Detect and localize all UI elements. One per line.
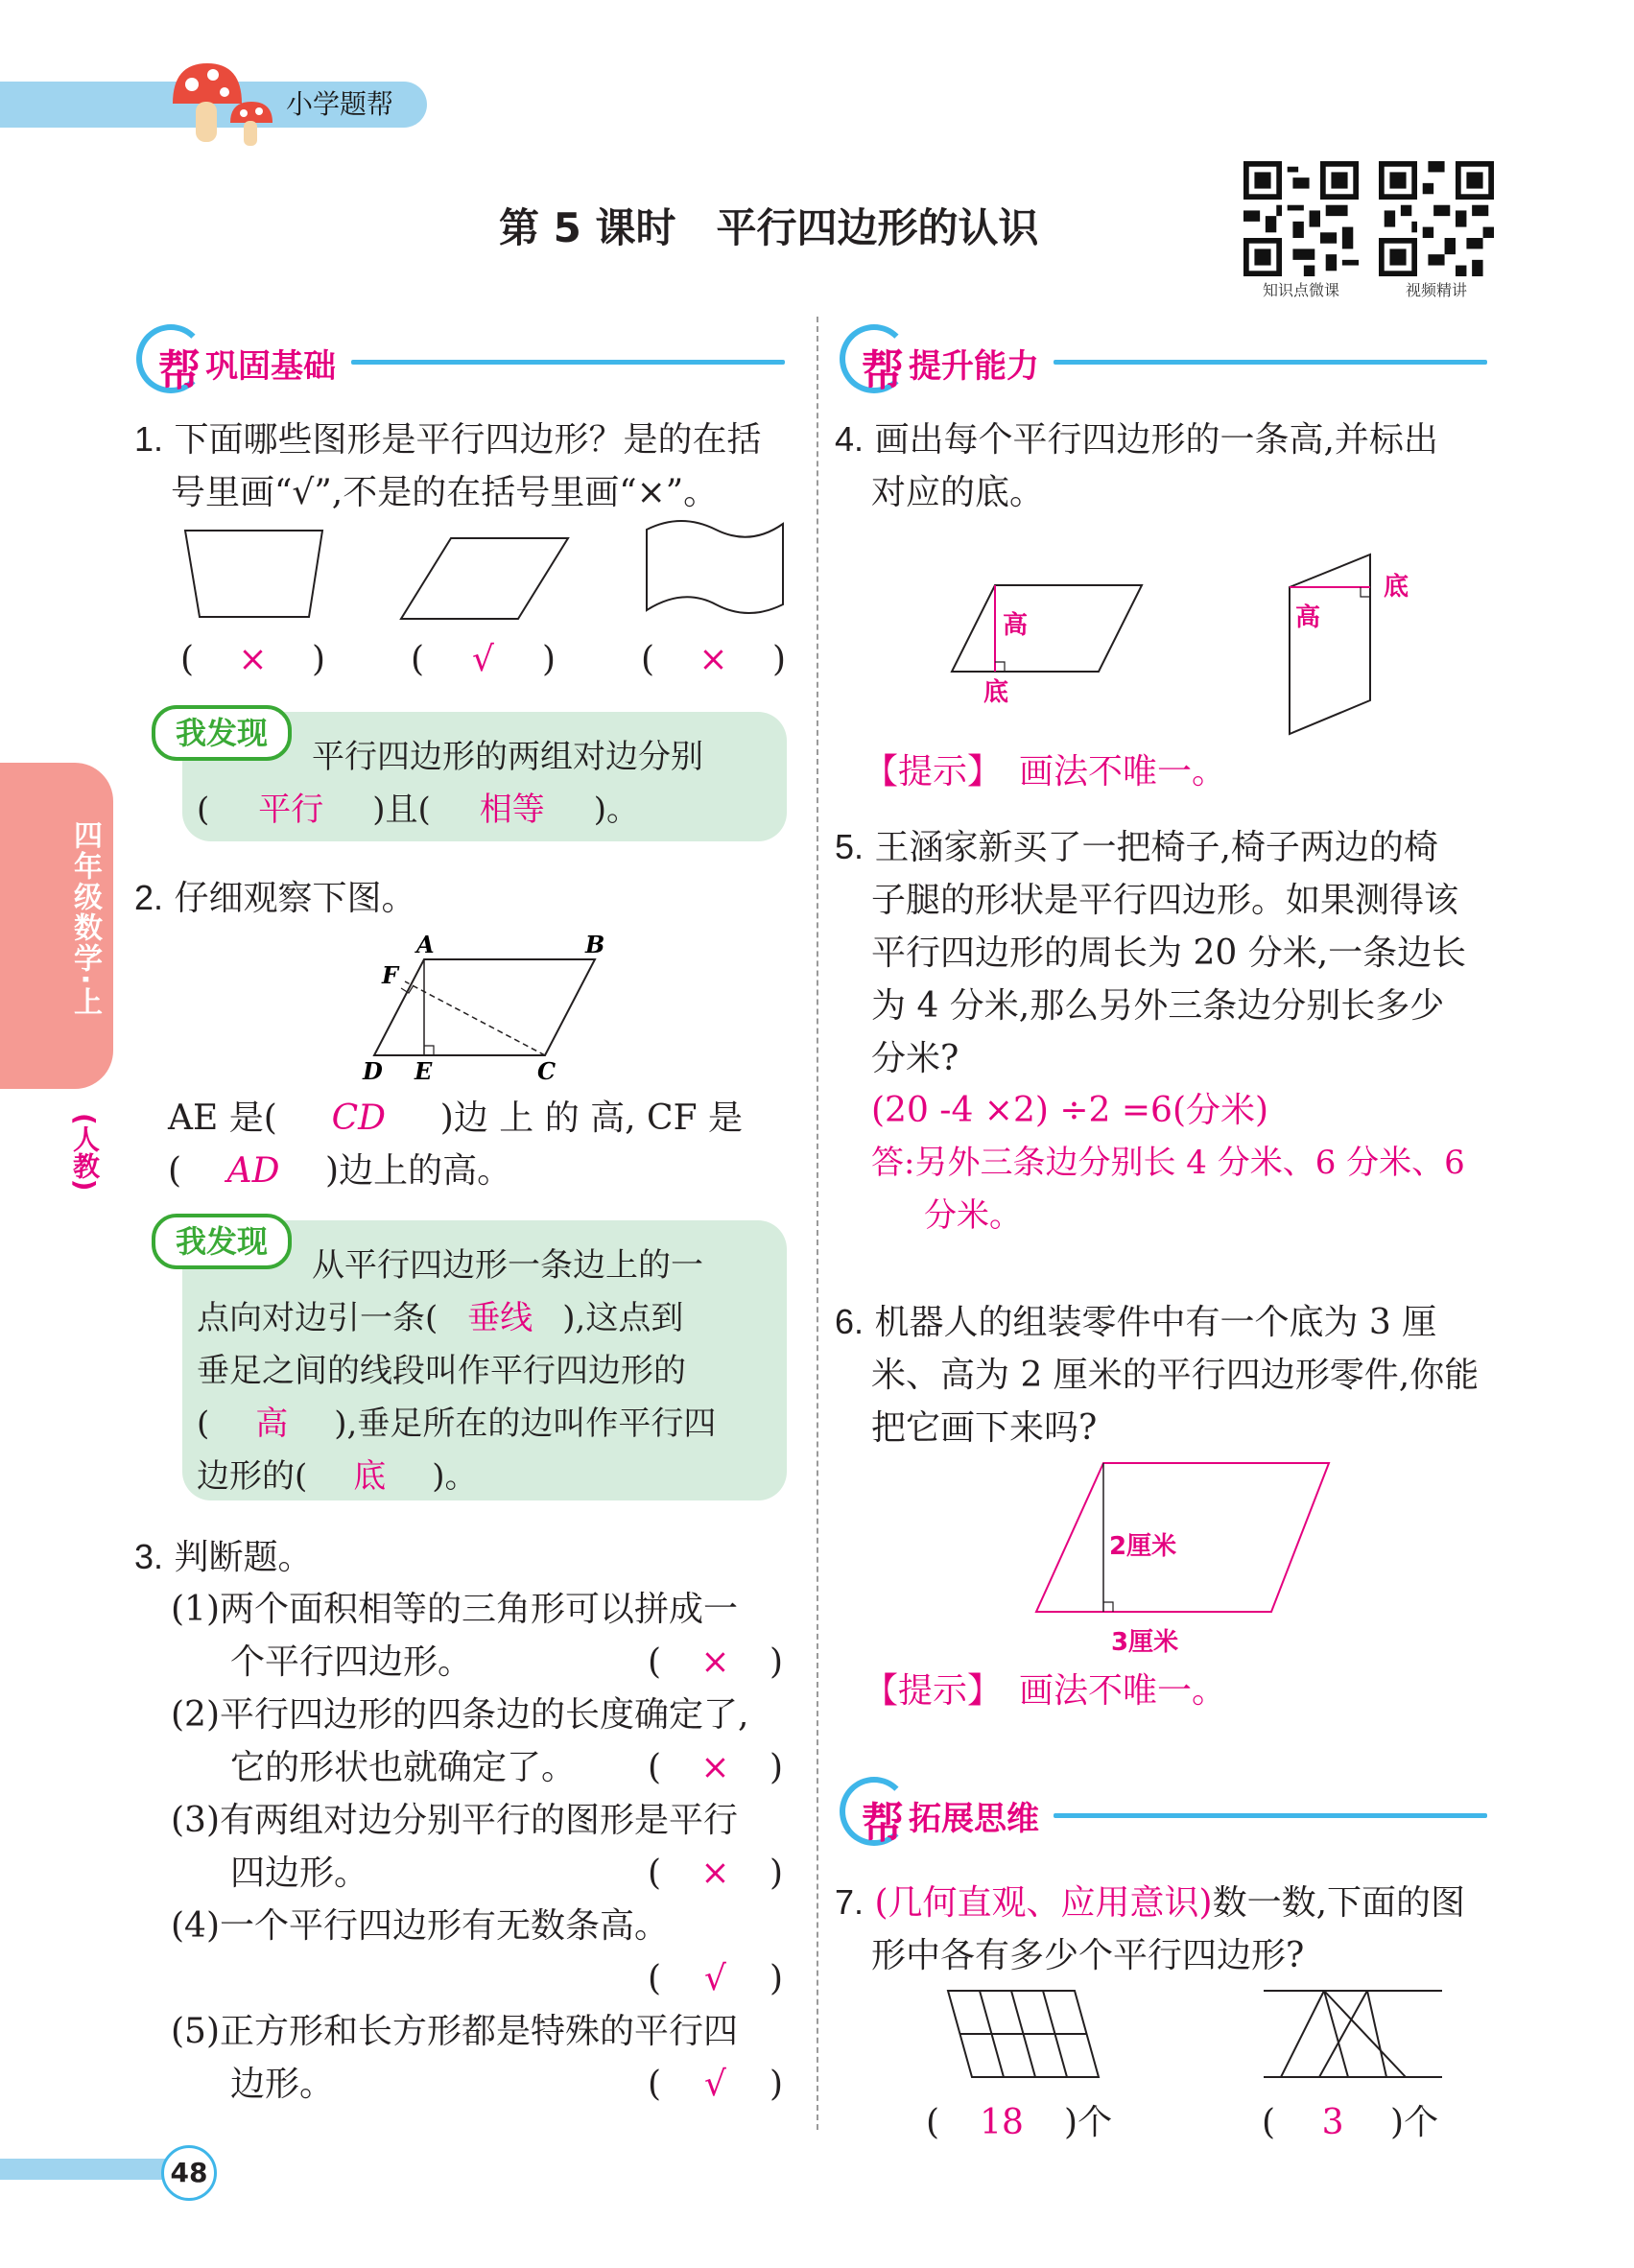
q2-label-e: E: [414, 1057, 433, 1085]
q1-shape-trapezoid: [182, 526, 326, 622]
q3-title: 3. 判断题。: [134, 1537, 313, 1577]
q6-base-label: 3厘米: [1111, 1628, 1179, 1657]
qr-code-micro-lesson-icon[interactable]: [1243, 161, 1359, 276]
q2-question: AE 是( CD )边 上 的 高, CF 是 ( AD )边上的高。: [168, 1099, 744, 1191]
q3-answer-5: ( √ ): [648, 2065, 783, 2104]
q2-label-d: D: [363, 1057, 383, 1085]
q3-answer-2: ( × ): [648, 1748, 783, 1787]
q2-text: 2. 仔细观察下图。: [134, 878, 416, 918]
section-line-extend: [1054, 1813, 1487, 1818]
brand-label: 小学题帮: [286, 88, 394, 120]
section-title-improve: 提升能力: [909, 347, 1039, 386]
q3-item-5: (5)正方形和长方形都是特殊的平行四 边形。: [171, 2012, 738, 2104]
q4-fig1-base-label: 底: [983, 678, 1009, 707]
q1-shape-wavy: [643, 518, 787, 624]
section-badge-char-extend: 帮: [862, 1799, 904, 1848]
q1-text: [134, 413, 762, 519]
q6-figure: [1027, 1458, 1334, 1669]
q1-answer-3: ( × ): [641, 640, 786, 679]
lesson-title: 第 5 课时 平行四边形的认识: [499, 204, 1039, 251]
q3-answer-4: ( √ ): [648, 1959, 783, 1998]
column-divider: [817, 317, 818, 2130]
q5-text: 5. 王涵家新买了一把椅子,椅子两边的椅 子腿的形状是平行四边形。如果测得该 平行四边形的周长为 20 分米,一条边长 为 4 分米,那么另外三条边分别长多少 分米?: [835, 827, 1467, 1078]
q2-label-c: C: [537, 1057, 557, 1085]
qr-left-caption: 知识点微课: [1262, 281, 1339, 299]
q2-label-a: A: [416, 931, 435, 958]
q3-item-2: (2)平行四边形的四条边的长度确定了, 它的形状也就确定了。: [171, 1695, 749, 1787]
q1-number: 1.: [134, 419, 164, 459]
q1-answer-2: ( √ ): [411, 640, 556, 679]
q3-answer-1: ( × ): [648, 1642, 783, 1682]
q6-hint: 【提示】 画法不唯一。: [864, 1671, 1227, 1711]
q4-text: 4. 画出每个平行四边形的一条高,并标出 对应的底。: [835, 419, 1438, 512]
q4-hint: 【提示】 画法不唯一。: [864, 752, 1227, 791]
q2-find-tag: 我发现: [152, 1214, 292, 1269]
page-number: 48: [161, 2145, 217, 2201]
section-badge-char: 帮: [158, 346, 201, 395]
q3-answer-3: ( × ): [648, 1854, 783, 1893]
side-tab-edition: (人教): [69, 1113, 101, 1192]
q2-label-b: B: [585, 931, 605, 958]
q7-answer-1: ( 18 )个: [926, 2103, 1113, 2142]
q3-item-1: (1)两个面积相等的三角形可以拼成一 个平行四边形。: [171, 1590, 738, 1682]
section-line-improve: [1054, 360, 1487, 365]
q5-calc: (20 -4 ×2) ÷2 =6(分米): [871, 1091, 1269, 1130]
q1-find-text: 平行四边形的两组对边分别 ( 平行 )且( 相等 )。: [197, 738, 703, 829]
q4-figure-2: [1267, 547, 1420, 739]
q1-line1: 下面哪些图形是平行四边形？是的在括: [174, 420, 762, 460]
q5-answer: 答:另外三条边分别长 4 分米、6 分米、6 分米。: [871, 1144, 1465, 1235]
q2-figure: [355, 926, 633, 1099]
side-tab-grade: 四年级数学·上: [68, 820, 102, 1018]
q4-fig1-height-label: 高: [1003, 611, 1029, 640]
q7-figure-2: [1262, 1986, 1444, 2082]
section-title-extend: 拓展思维: [909, 1800, 1039, 1838]
section-line-basic: [351, 360, 785, 365]
qr-code-video-icon[interactable]: [1379, 161, 1494, 276]
q7-answer-2: ( 3 )个: [1262, 2103, 1439, 2142]
q7-figure-1: [945, 1986, 1108, 2082]
q1-answer-1: ( × ): [180, 640, 325, 679]
section-badge-char-improve: 帮: [862, 346, 904, 395]
q4-fig2-base-label: 底: [1384, 573, 1409, 602]
q6-text: 6. 机器人的组装零件中有一个底为 3 厘 米、高为 2 厘米的平行四边形零件,你能 把它画下来吗?: [835, 1302, 1480, 1448]
q2-label-f: F: [382, 961, 399, 989]
q1-shape-parallelogram: [398, 535, 571, 622]
q1-line2: 号里画“√”,不是的在括号里画“×”。: [171, 473, 719, 512]
q2-find-text: 从平行四边形一条边上的一 点向对边引一条( 垂线 ),这点到 垂足之间的线段叫作平行四边形的 ( 高 ),垂足所在的边叫作平行四 边形的( 底 )。: [197, 1246, 717, 1496]
q3-item-3: (3)有两组对边分别平行的图形是平行 四边形。: [171, 1801, 738, 1893]
q1-find-tag: 我发现: [152, 705, 292, 761]
mushroom-logo-icon: [163, 56, 288, 152]
q4-fig2-height-label: 高: [1295, 603, 1321, 632]
q4-figure-1: [950, 576, 1147, 710]
qr-right-caption: 视频精讲: [1405, 281, 1467, 299]
q3-item-4: (4)一个平行四边形有无数条高。: [171, 1906, 669, 1946]
q6-height-label: 2厘米: [1109, 1532, 1177, 1561]
section-title-basic: 巩固基础: [205, 347, 336, 386]
q7-text: 7. (几何直观、应用意识)数一数,下面的图 形中各有多少个平行四边形?: [835, 1882, 1466, 1975]
